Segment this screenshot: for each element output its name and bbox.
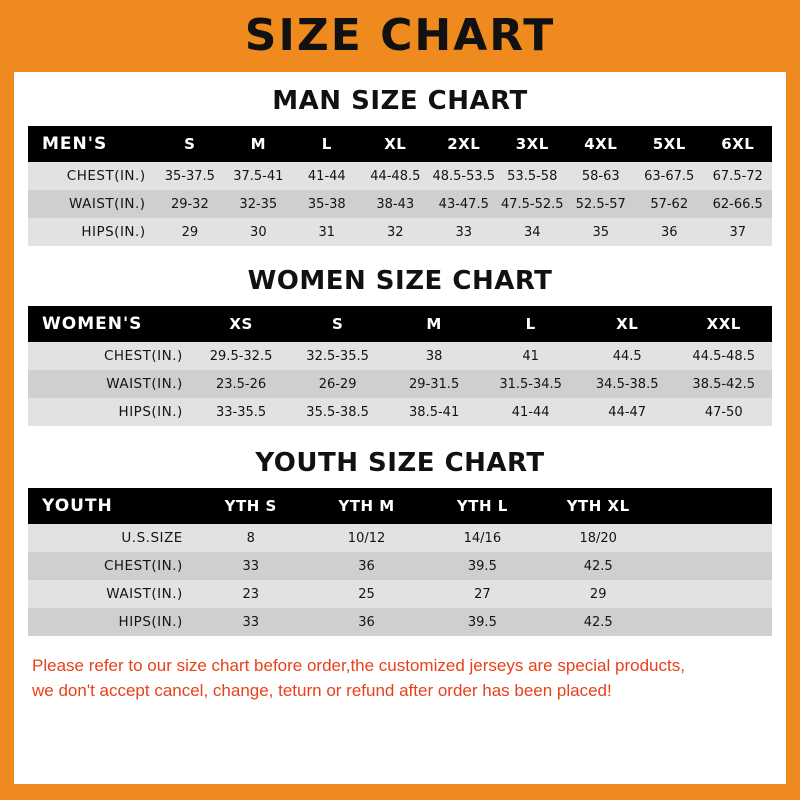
table-row [28, 608, 772, 636]
table-row [28, 398, 772, 426]
table-cell: 62-66.5 [703, 190, 772, 218]
table-cell: 33 [430, 218, 498, 246]
table-cell: 38.5-41 [386, 398, 483, 426]
table-cell: 63-67.5 [635, 162, 703, 190]
table-cell: 38-43 [361, 190, 429, 218]
man-size-table [28, 126, 772, 246]
table-cell: 35 [567, 218, 635, 246]
table-cell: 35-38 [293, 190, 361, 218]
table-cell: 41 [482, 342, 579, 370]
table-cell: 29 [156, 218, 224, 246]
column-header: 5XL [635, 126, 703, 162]
table-row [28, 162, 772, 190]
youth-section-title: YOUTH SIZE CHART [255, 448, 545, 478]
table-cell: 27 [424, 580, 540, 608]
table-cell: 14/16 [424, 524, 540, 552]
column-header: S [156, 126, 224, 162]
women-section-title: WOMEN SIZE CHART [247, 266, 553, 296]
row-label: U.S.SIZE [28, 524, 193, 552]
row-label: CHEST(IN.) [28, 552, 193, 580]
table-cell: 38.5-42.5 [675, 370, 772, 398]
row-label: HIPS(IN.) [28, 398, 193, 426]
youth-size-table [28, 488, 772, 636]
table-cell: 36 [309, 552, 425, 580]
row-label: WAIST(IN.) [28, 580, 193, 608]
table-row [28, 552, 772, 580]
column-header: YTH L [424, 488, 540, 524]
column-header: YTH XL [540, 488, 656, 524]
table-header-row [28, 488, 772, 524]
table-row [28, 190, 772, 218]
column-header: S [289, 306, 386, 342]
table-cell: 25 [309, 580, 425, 608]
table-cell: 43-47.5 [430, 190, 498, 218]
table-cell: 39.5 [424, 552, 540, 580]
table-cell: 29-31.5 [386, 370, 483, 398]
table-cell: 29.5-32.5 [193, 342, 290, 370]
table-cell: 67.5-72 [703, 162, 772, 190]
table-cell: 32-35 [224, 190, 292, 218]
table-cell: 18/20 [540, 524, 656, 552]
header-banner [14, 0, 786, 72]
column-header: M [224, 126, 292, 162]
table-cell: 37 [703, 218, 772, 246]
women-size-table [28, 306, 772, 426]
table-cell: 52.5-57 [567, 190, 635, 218]
table-cell: 44.5-48.5 [675, 342, 772, 370]
column-header: 4XL [567, 126, 635, 162]
table-cell: 44.5 [579, 342, 676, 370]
column-header: XS [193, 306, 290, 342]
table-cell: 33 [193, 552, 309, 580]
row-label: HIPS(IN.) [28, 218, 156, 246]
table-cell: 36 [309, 608, 425, 636]
table-header-row [28, 306, 772, 342]
column-header: WOMEN'S [28, 306, 193, 342]
column-header: 3XL [498, 126, 566, 162]
table-row [28, 580, 772, 608]
table-cell: 42.5 [540, 608, 656, 636]
table-cell: 30 [224, 218, 292, 246]
footer-note-line-1: Please refer to our size chart before order,the customized jerseys are special products, [32, 656, 685, 675]
row-label: CHEST(IN.) [28, 342, 193, 370]
table-cell: 33-35.5 [193, 398, 290, 426]
footer-note [28, 654, 772, 703]
table-cell: 58-63 [567, 162, 635, 190]
table-row [28, 342, 772, 370]
row-label: WAIST(IN.) [28, 370, 193, 398]
column-header: 6XL [703, 126, 772, 162]
table-cell: 41-44 [482, 398, 579, 426]
table-cell: 35-37.5 [156, 162, 224, 190]
page-title: SIZE CHART [244, 10, 556, 61]
table-cell: 41-44 [293, 162, 361, 190]
table-cell: 35.5-38.5 [289, 398, 386, 426]
table-cell: 37.5-41 [224, 162, 292, 190]
man-section-title: MAN SIZE CHART [272, 86, 528, 116]
table-cell: 23 [193, 580, 309, 608]
table-cell: 47.5-52.5 [498, 190, 566, 218]
column-header: XL [579, 306, 676, 342]
table-cell: 57-62 [635, 190, 703, 218]
table-cell: 29 [540, 580, 656, 608]
table-cell: 23.5-26 [193, 370, 290, 398]
column-header: YOUTH [28, 488, 193, 524]
table-cell [656, 608, 772, 636]
table-cell: 10/12 [309, 524, 425, 552]
table-cell: 44-47 [579, 398, 676, 426]
row-label: HIPS(IN.) [28, 608, 193, 636]
table-cell: 31.5-34.5 [482, 370, 579, 398]
row-label: CHEST(IN.) [28, 162, 156, 190]
table-cell: 42.5 [540, 552, 656, 580]
table-cell: 26-29 [289, 370, 386, 398]
table-cell: 33 [193, 608, 309, 636]
column-header: M [386, 306, 483, 342]
table-cell: 32 [361, 218, 429, 246]
table-cell: 44-48.5 [361, 162, 429, 190]
row-label: WAIST(IN.) [28, 190, 156, 218]
column-header: YTH M [309, 488, 425, 524]
table-row [28, 370, 772, 398]
table-cell: 8 [193, 524, 309, 552]
table-row [28, 218, 772, 246]
table-cell: 32.5-35.5 [289, 342, 386, 370]
table-header-row [28, 126, 772, 162]
footer-bar [14, 784, 786, 800]
table-cell: 34 [498, 218, 566, 246]
table-cell: 31 [293, 218, 361, 246]
chart-content [14, 72, 786, 784]
column-header: 2XL [430, 126, 498, 162]
column-header: XXL [675, 306, 772, 342]
column-header: L [293, 126, 361, 162]
table-cell: 36 [635, 218, 703, 246]
table-cell: 53.5-58 [498, 162, 566, 190]
column-header: L [482, 306, 579, 342]
table-row [28, 524, 772, 552]
table-cell [656, 524, 772, 552]
table-cell: 38 [386, 342, 483, 370]
table-cell: 39.5 [424, 608, 540, 636]
table-cell [656, 580, 772, 608]
table-cell [656, 552, 772, 580]
column-header: MEN'S [28, 126, 156, 162]
table-cell: 29-32 [156, 190, 224, 218]
column-header [656, 488, 772, 524]
column-header: XL [361, 126, 429, 162]
table-cell: 48.5-53.5 [430, 162, 498, 190]
column-header: YTH S [193, 488, 309, 524]
footer-note-line-2: we don't accept cancel, change, teturn or refund after order has been placed! [32, 680, 612, 700]
table-cell: 47-50 [675, 398, 772, 426]
table-cell: 34.5-38.5 [579, 370, 676, 398]
